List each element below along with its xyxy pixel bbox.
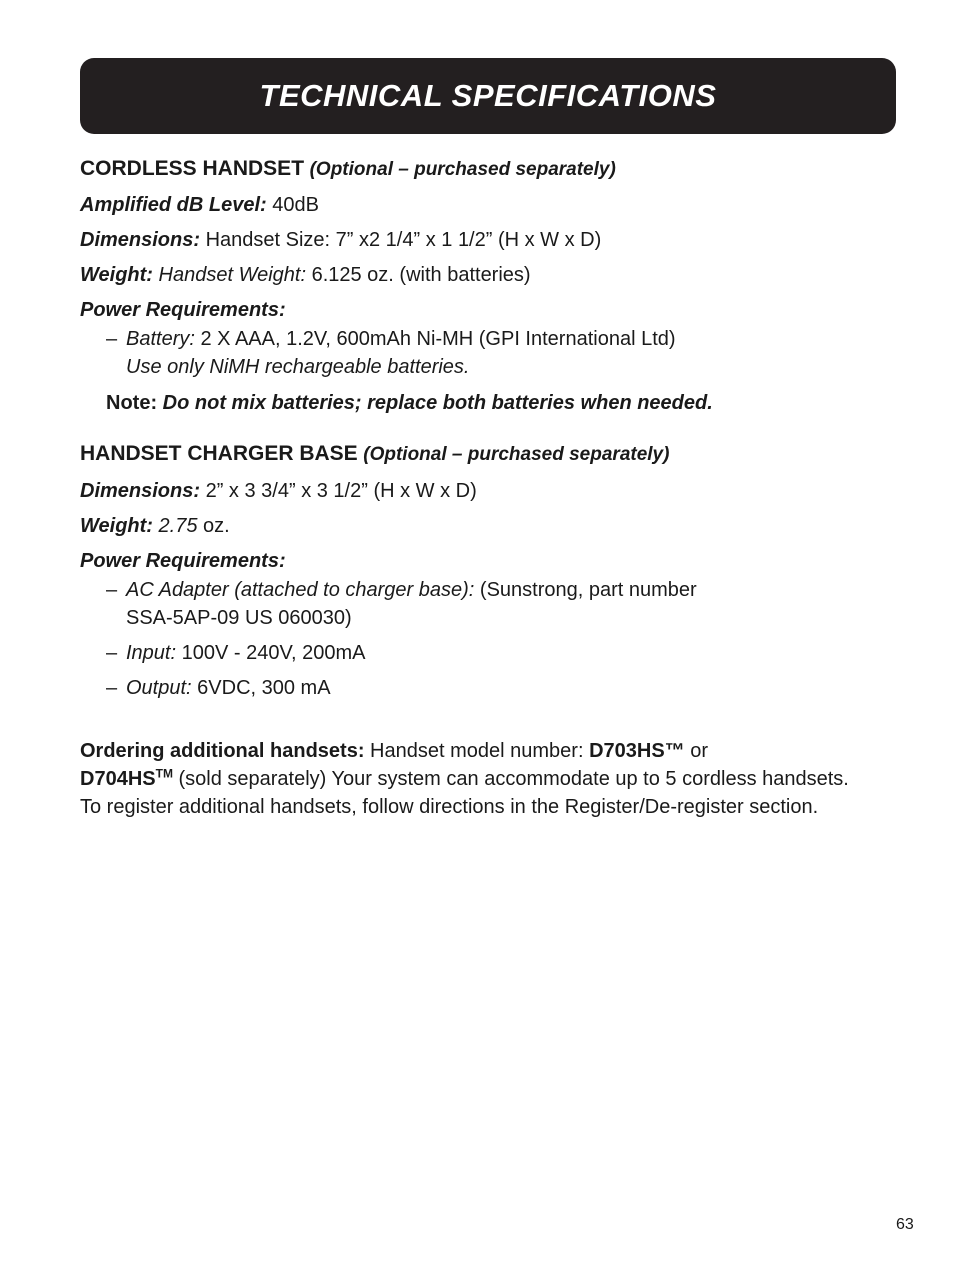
cordless-heading: CORDLESS HANDSET (Optional – purchased separately)	[80, 157, 616, 180]
cordless-db-level: Amplified dB Level: 40dB	[80, 194, 319, 216]
page-title: TECHNICAL SPECIFICATIONS	[259, 78, 717, 113]
ordering-line-2: D704HS™ (sold separately) Your system can accommodate up to 5 cordless handsets.	[80, 766, 849, 790]
cordless-power-label: Power Requirements:	[80, 299, 286, 321]
cordless-battery: – Battery: 2 X AAA, 1.2V, 600mAh Ni-MH (GPI International Ltd)	[106, 328, 676, 350]
charger-dimensions: Dimensions: 2” x 3 3/4” x 3 1/2” (H x W x D)	[80, 480, 477, 502]
charger-heading: HANDSET CHARGER BASE (Optional – purchased separately)	[80, 442, 670, 465]
charger-output: – Output: 6VDC, 300 mA	[106, 677, 331, 699]
charger-input: – Input: 100V - 240V, 200mA	[106, 642, 366, 664]
cordless-dimensions: Dimensions: Handset Size: 7” x2 1/4” x 1 1/2” (H x W x D)	[80, 229, 602, 251]
ordering-line-1: Ordering additional handsets: Handset model number: D703HS™ or	[80, 740, 709, 762]
cordless-battery-note: Use only NiMH rechargeable batteries.	[126, 356, 470, 378]
charger-ac-adapter: – AC Adapter (attached to charger base): (Sunstrong, part number	[106, 579, 697, 601]
charger-ac-part-number: SSA-5AP-09 US 060030)	[126, 607, 352, 629]
ordering-line-3: To register additional handsets, follow directions in the Register/De-register section.	[80, 796, 819, 818]
title-banner	[80, 58, 896, 134]
cordless-note: Note: Do not mix batteries; replace both batteries when needed.	[106, 392, 713, 414]
cordless-weight: Weight: Handset Weight: 6.125 oz. (with batteries)	[80, 264, 531, 286]
charger-weight: Weight: 2.75 oz.	[80, 515, 230, 537]
spec-content	[80, 150, 900, 820]
page-number: 63	[896, 1216, 914, 1233]
charger-power-label: Power Requirements:	[80, 550, 286, 572]
